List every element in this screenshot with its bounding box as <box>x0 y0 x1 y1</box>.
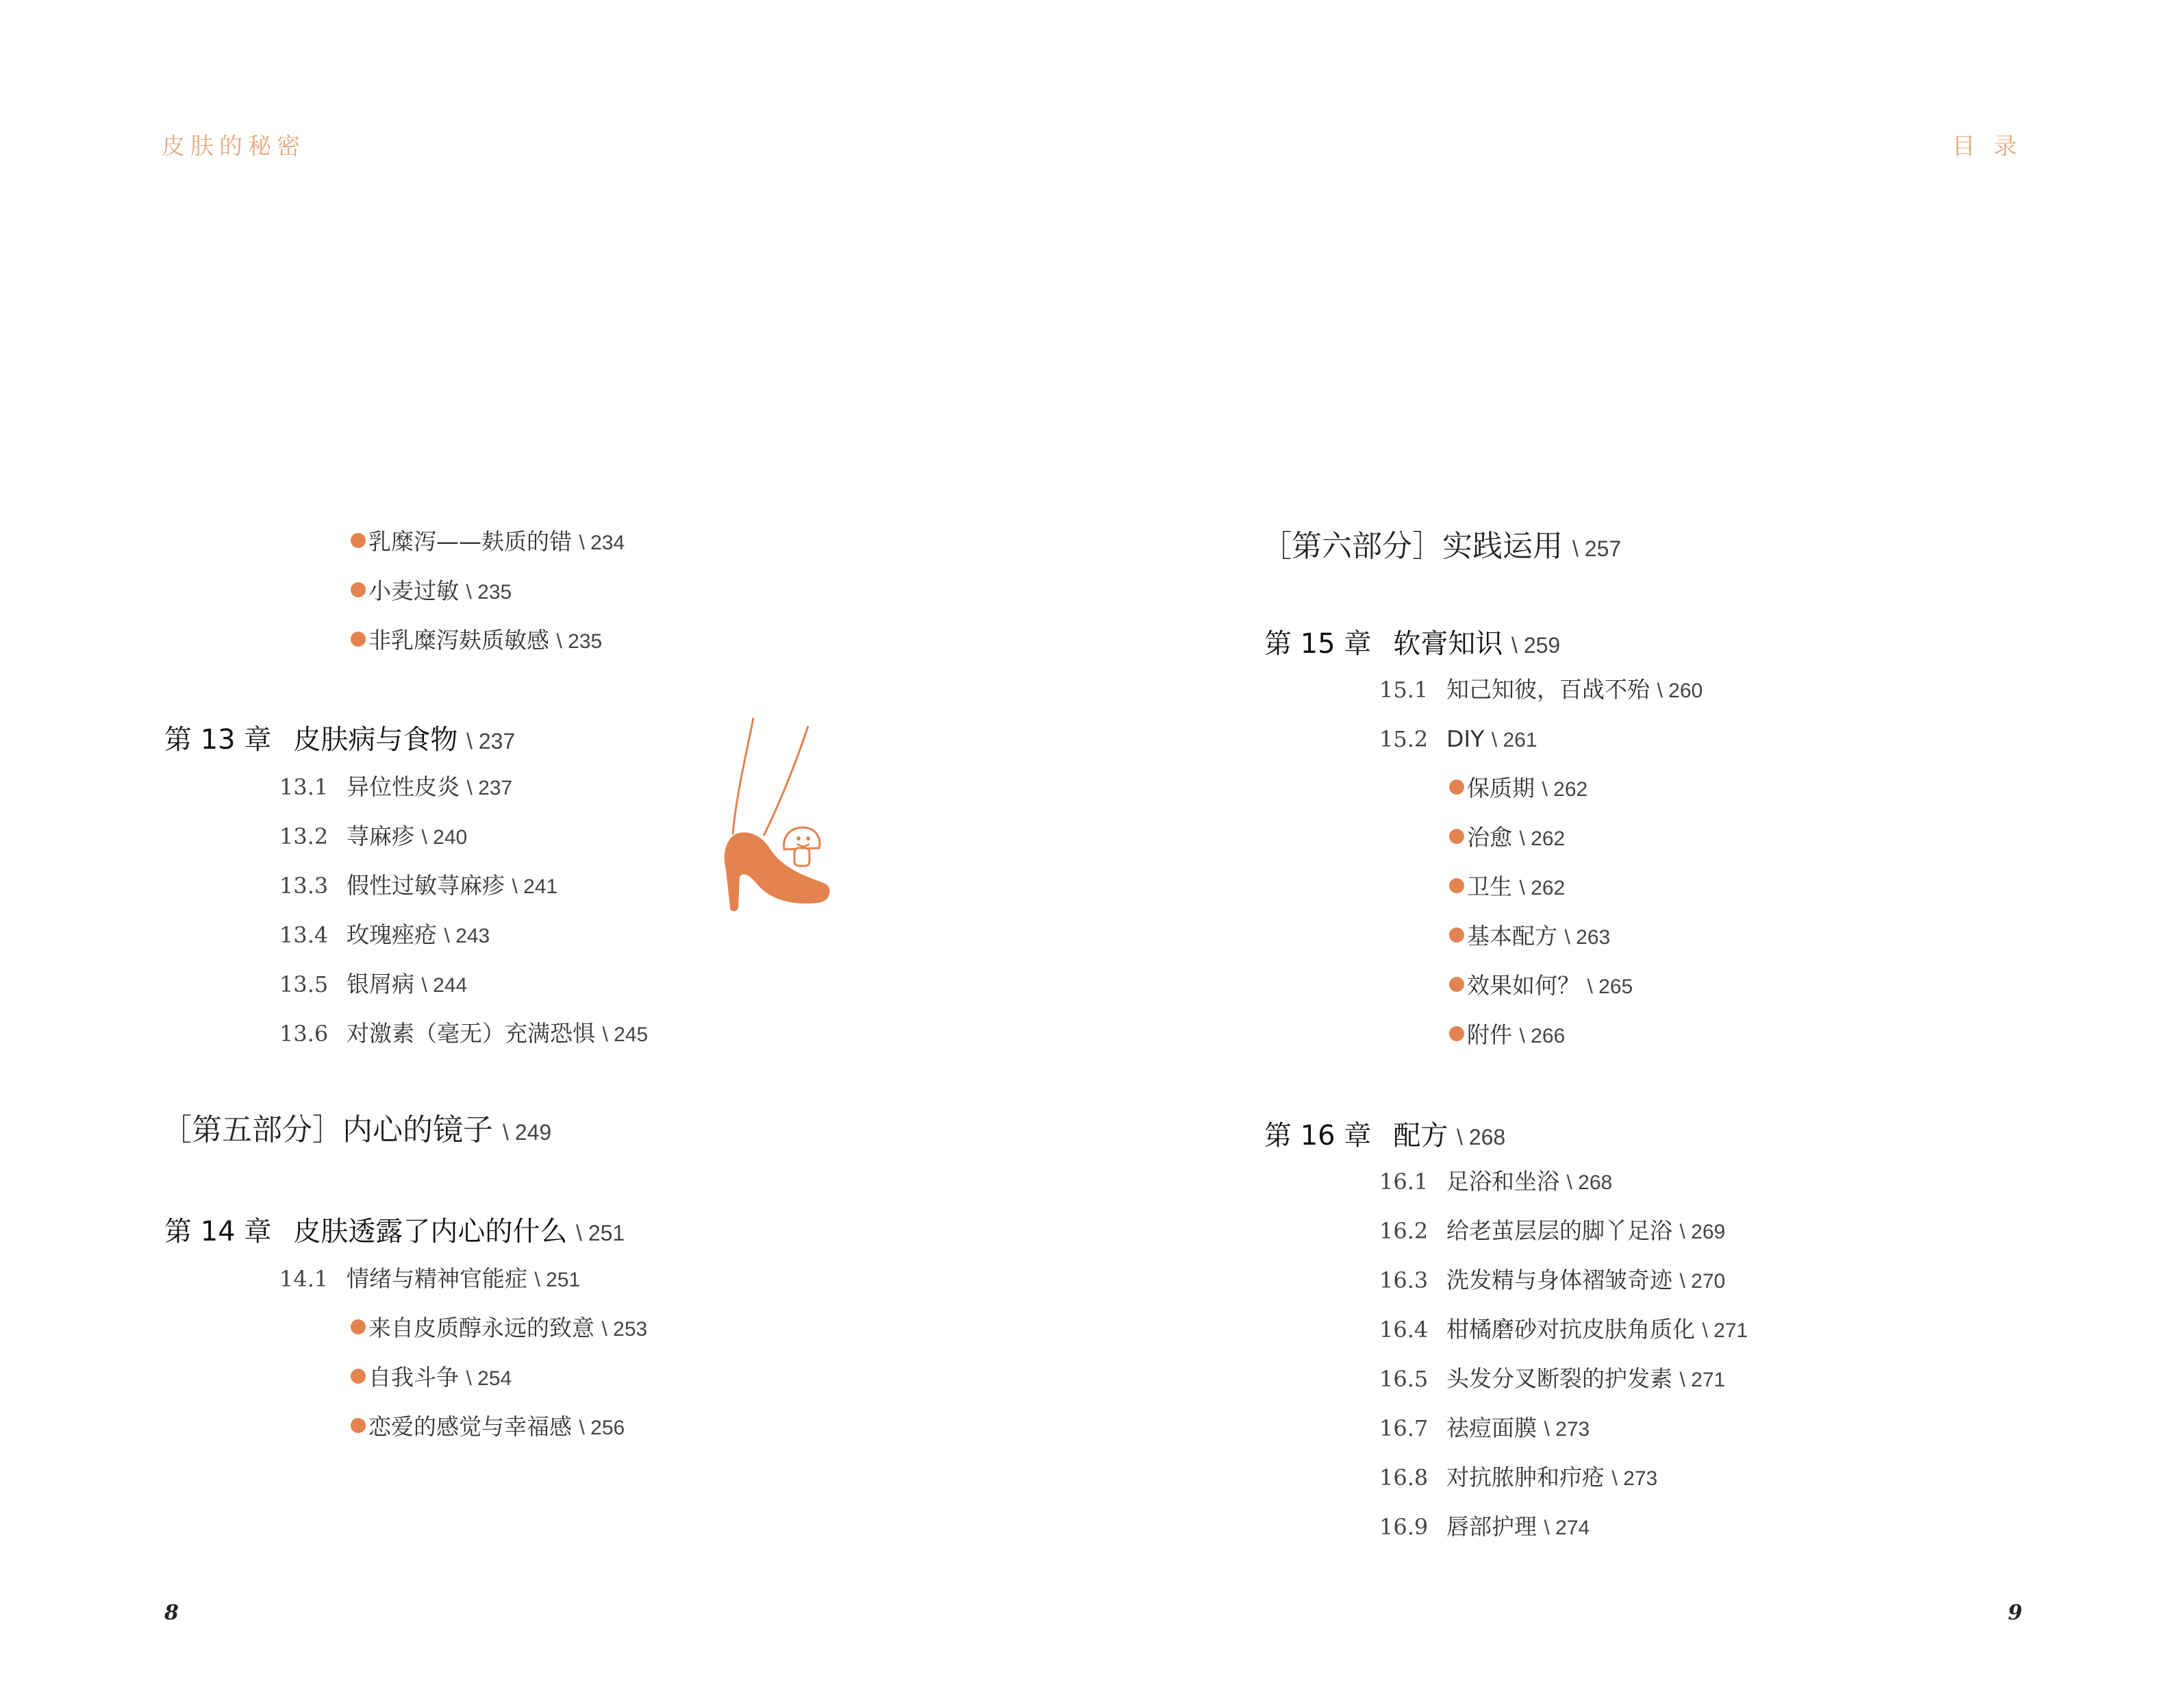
toc-bullet[interactable]: 来自皮质醇永远的致意 \ 253 <box>351 1317 647 1340</box>
bullet-dot-icon <box>351 1369 366 1384</box>
bullet-dot-icon <box>1449 977 1464 992</box>
bullet-dot-icon <box>1449 928 1464 943</box>
running-header-book-title: 皮肤的秘密 <box>162 133 305 160</box>
toc-section[interactable]: 13.3 假性过敏荨麻疹 \ 241 <box>279 872 558 899</box>
running-header-contents: 目 录 <box>1952 133 2022 160</box>
toc-chapter-15[interactable]: 第 15 章 软膏知识 \ 259 <box>1264 628 1561 660</box>
toc-section[interactable]: 13.1 异位性皮炎 \ 237 <box>279 773 513 800</box>
toc-section[interactable]: 15.2 DIY \ 261 <box>1379 725 1537 752</box>
toc-bullet[interactable]: 保质期 \ 262 <box>1449 777 1587 800</box>
bullet-dot-icon <box>1449 1026 1464 1041</box>
toc-bullet[interactable]: 附件 \ 266 <box>1449 1023 1565 1047</box>
toc-bullet[interactable]: 基本配方 \ 263 <box>1449 925 1610 948</box>
toc-bullet[interactable]: 小麦过敏 \ 235 <box>351 580 512 603</box>
toc-section[interactable]: 16.2 给老茧层层的脚丫足浴 \ 269 <box>1379 1217 1726 1244</box>
toc-section[interactable]: 14.1 情绪与精神官能症 \ 251 <box>279 1265 581 1292</box>
toc-section[interactable]: 16.4 柑橘磨砂对抗皮肤角质化 \ 271 <box>1379 1316 1748 1343</box>
toc-section[interactable]: 16.5 头发分叉断裂的护发素 \ 271 <box>1379 1365 1726 1392</box>
bullet-dot-icon <box>351 582 366 597</box>
toc-bullet[interactable]: 自我斗争 \ 254 <box>351 1366 512 1389</box>
toc-bullet[interactable]: 乳糜泻——麸质的错 \ 234 <box>351 530 625 553</box>
bullet-dot-icon <box>351 1418 366 1433</box>
toc-section[interactable]: 13.2 荨麻疹 \ 240 <box>279 823 468 849</box>
bullet-dot-icon <box>1449 780 1464 795</box>
toc-section[interactable]: 13.4 玫瑰痤疮 \ 243 <box>279 921 490 948</box>
toc-part-5[interactable]: ［第五部分］内心的镜子 \ 249 <box>162 1112 552 1147</box>
bullet-dot-icon <box>1449 829 1464 844</box>
bullet-dot-icon <box>1449 878 1464 893</box>
toc-section[interactable]: 13.5 银屑病 \ 244 <box>279 971 468 997</box>
toc-chapter-16[interactable]: 第 16 章 配方 \ 268 <box>1264 1120 1506 1152</box>
toc-section[interactable]: 15.1 知己知彼，百战不殆 \ 260 <box>1379 676 1703 703</box>
page-number-right: 9 <box>2008 1601 2022 1625</box>
toc-section[interactable]: 16.1 足浴和坐浴 \ 268 <box>1379 1168 1613 1195</box>
toc-bullet[interactable]: 效果如何？ \ 265 <box>1449 974 1633 997</box>
toc-section[interactable]: 16.7 祛痘面膜 \ 273 <box>1379 1415 1590 1441</box>
toc-section[interactable]: 13.6 对激素（毫无）充满恐惧 \ 245 <box>279 1020 649 1047</box>
toc-part-6[interactable]: ［第六部分］实践运用 \ 257 <box>1262 529 1622 564</box>
toc-bullet[interactable]: 治愈 \ 262 <box>1449 826 1565 849</box>
toc-chapter-13[interactable]: 第 13 章 皮肤病与食物 \ 237 <box>164 724 516 756</box>
toc-bullet[interactable]: 卫生 \ 262 <box>1449 875 1565 899</box>
toc-section[interactable]: 16.3 洗发精与身体褶皱奇迹 \ 270 <box>1379 1267 1726 1293</box>
bullet-dot-icon <box>351 1319 366 1334</box>
toc-bullet[interactable]: 恋爱的感觉与幸福感 \ 256 <box>351 1415 625 1439</box>
toc-section[interactable]: 16.9 唇部护理 \ 274 <box>1379 1513 1590 1540</box>
high-heel-shoe-illustration <box>705 712 842 918</box>
bullet-dot-icon <box>351 632 366 647</box>
toc-chapter-14[interactable]: 第 14 章 皮肤透露了内心的什么 \ 251 <box>164 1216 625 1247</box>
toc-section[interactable]: 16.8 对抗脓肿和疖疮 \ 273 <box>1379 1464 1658 1491</box>
bullet-dot-icon <box>351 533 366 548</box>
page-number-left: 8 <box>164 1601 179 1625</box>
mushroom-icon <box>784 827 820 866</box>
toc-bullet[interactable]: 非乳糜泻麸质敏感 \ 235 <box>351 629 602 652</box>
